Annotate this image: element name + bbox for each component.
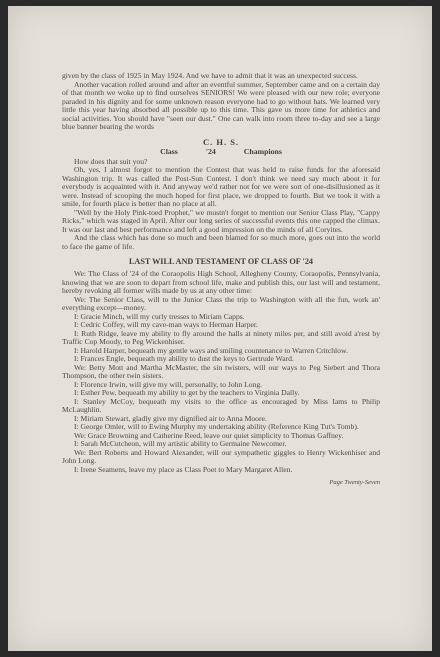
will-heading: LAST WILL AND TESTAMENT OF CLASS OF '24 (128, 257, 314, 266)
will-item: I: Irene Seamens, leave my place as Class Poet to Mary Margaret Allen. (74, 464, 293, 474)
paragraph: And the class which has done so much and been blamed for so much more, goes out into the world to face the game of life. (62, 233, 380, 251)
paragraph: given by the class of 1925 in May 1924. And we have to admit that it was an unexpected success. (62, 71, 358, 80)
paragraph: "Well by the Holy Pink-toed Prophet," we mustn't forget to mention our Senior Class Play, "Cappy Ricks," which was staged in April. After our long series of successful events this one capped the climax. It was our last and best performance and left a good impression on the minds of all Coryites. (62, 207, 380, 234)
page-text (62, 72, 380, 488)
will-item: I: Frances Engle, bequeath my ability to dust the keys to Gertrude Ward. (74, 354, 294, 363)
paragraph: How does that suit you? (74, 156, 148, 166)
document-page (8, 6, 432, 651)
page-number: Page Twenty-Seven (329, 479, 380, 486)
will-item: I: Harold Harper, bequeath my gentle ways and smiling countenance to Warren Critchlow. (74, 345, 348, 355)
will-item: We: Betty Mott and Martha McMaster, the sin twisters, will our ways to Peg Siebert and Thora Thompson, the other twin sisters. (62, 362, 380, 380)
will-item: I: Miriam Stewart, gladly give my dignified air to Anna Moore. (74, 413, 267, 423)
chs-heading: C. H. S. (202, 136, 240, 147)
subheading-year: '24 (205, 146, 216, 156)
will-item: We: Bert Roberts and Howard Alexander, will our sympathetic giggles to Henry Wickenhiser and John Long. (62, 447, 380, 465)
subheading-class: Class (160, 146, 178, 156)
chs-subheading (62, 147, 380, 156)
will-item: I: Gracie Minch, will my curly tresses to Miriam Capps. (74, 311, 245, 321)
paragraph: Another vacation rolled around and after an eventful summer, September came and on a certain day of that month we woke up to find ourselves SENIORS! We were pleased with our new role; everyone paraded in his dignity and for some unknown reason everyone had to go without hats. We learned very little this year having absorbed all possible up to this time. This gave us more time for athletics and social activities. You should have "seen our dust." One can walk into room three to-day and see a large blue banner bearing the words (62, 79, 380, 131)
will-item: I: George Omler, will to Ewing Murphy my undertaking ability (Reference King Tut's Tomb). (74, 422, 359, 431)
will-item: I: Stanley McCoy, bequeath my visits to the office as encouraged by Miss Iams to Philip McLaughlin. (62, 396, 380, 414)
subheading-champions: Champions (243, 146, 282, 156)
will-item: I: Florence Irwin, will give my will, personally, to John Long. (74, 379, 263, 389)
will-item: We: The Senior Class, will to the Junior Class the trip to Washington with all the fun, work an' everything except—money. (62, 294, 380, 312)
will-item: I: Esther Pew, bequeath my ability to get by the teachers to Virginia Dally. (74, 388, 300, 397)
will-item: I: Cedric Coffey, will my cave-man ways to Herman Harper. (74, 320, 258, 329)
will-item: We: The Class of '24 of the Coraopolis High School, Allegheny County, Coraopolis, Pennsylvania, knowing that we are soon to depart from school life, make and publish this, our last will and testament, hereby revoking all former wills made by us at any other time: (62, 269, 380, 295)
will-item: We: Grace Browning and Catherine Reed, leave our quiet simplicity to Thomas Gaffney. (74, 430, 344, 440)
paragraph: Oh, yes, I almost forgot to mention the Contest that was held to raise funds for the aforesaid Washington trip. It was called the Post-Sun Contest. I don't think we need say much about it for everybody is acquainted with it. And anyway we'd rather not for we were sort of one-disillusioned as it were. Instead of scooping the much hoped for first place, we dropped to fourth. But we took it with a smile, for fourth place is better than no place at all. (62, 165, 380, 208)
will-item: I: Ruth Ridge, leave my ability to fly around the halls at ninety miles per, and still avoid a'rest by Traffic Cop Moody, to Peg Wickenhiser. (62, 328, 380, 346)
will-item: I: Sarah McCutcheon, will my artistic ability to Germaine Newcomer. (74, 439, 287, 448)
